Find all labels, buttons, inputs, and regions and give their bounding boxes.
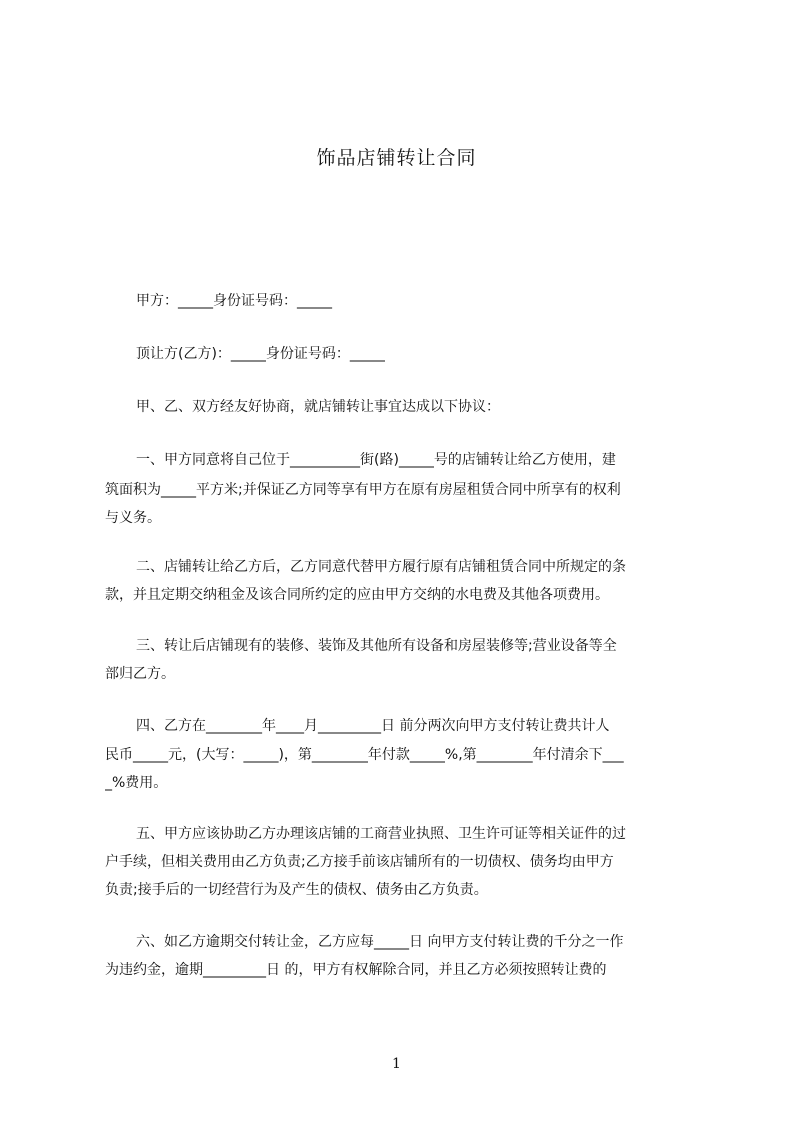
document-title: 饰品店铺转让合同	[316, 147, 477, 169]
clause-5-line-1: 五、甲方应该协助乙方办理该店铺的工商营业执照、卫生许可证等相关证件的过	[136, 826, 626, 842]
clause-3-line-2: 部归乙方。	[105, 666, 175, 682]
clause-4-line-1: 四、乙方在________年____月_________日 前分两次向甲方支付转让费共计人	[136, 718, 610, 734]
clause-2-line-1: 二、店铺转让给乙方后，乙方同意代替甲方履行原有店铺租赁合同中所规定的条	[136, 559, 626, 575]
page-number: 1	[392, 1056, 401, 1072]
clause-1-line-2: 筑面积为_____平方米;并保证乙方同等享有甲方在原有房屋租赁合同中所享有的权利	[105, 482, 621, 498]
clause-2-line-2: 款，并且定期交纳租金及该合同所约定的应由甲方交纳的水电费及其他各项费用。	[105, 587, 609, 603]
clause-4-line-3: _%费用。	[105, 775, 168, 791]
clause-5-line-3: 负责;接手后的一切经营行为及产生的债权、债务由乙方负责。	[105, 882, 488, 898]
clause-1-line-1: 一、甲方同意将自己位于__________街(路)_____号的店铺转让给乙方使用，建	[136, 452, 616, 468]
clause-6-line-1: 六、如乙方逾期交付转让金，乙方应每_____日 向甲方支付转让费的千分之一作	[136, 934, 624, 950]
clause-4-line-2: 民币_____元，(大写：_____)，第________年付款_____%,第________年付清余下___	[105, 747, 624, 763]
clause-5-line-2: 户手续，但相关费用由乙方负责;乙方接手前该店铺所有的一切债权、债务均由甲方	[105, 854, 614, 870]
party-b-line: 顶让方(乙方)：_____身份证号码：_____	[136, 346, 385, 362]
clause-3-line-1: 三、转让后店铺现有的装修、装饰及其他所有设备和房屋装修等;营业设备等全	[136, 638, 617, 654]
clause-1-line-3: 与义务。	[105, 510, 161, 526]
party-a-line: 甲方：_____身份证号码：_____	[136, 293, 332, 309]
clause-6-line-2: 为违约金，逾期_________日 的，甲方有权解除合同，并且乙方必须按照转让费的	[105, 962, 607, 978]
agreement-intro: 甲、乙、双方经友好协商，就店铺转让事宜达成以下协议：	[136, 399, 500, 415]
